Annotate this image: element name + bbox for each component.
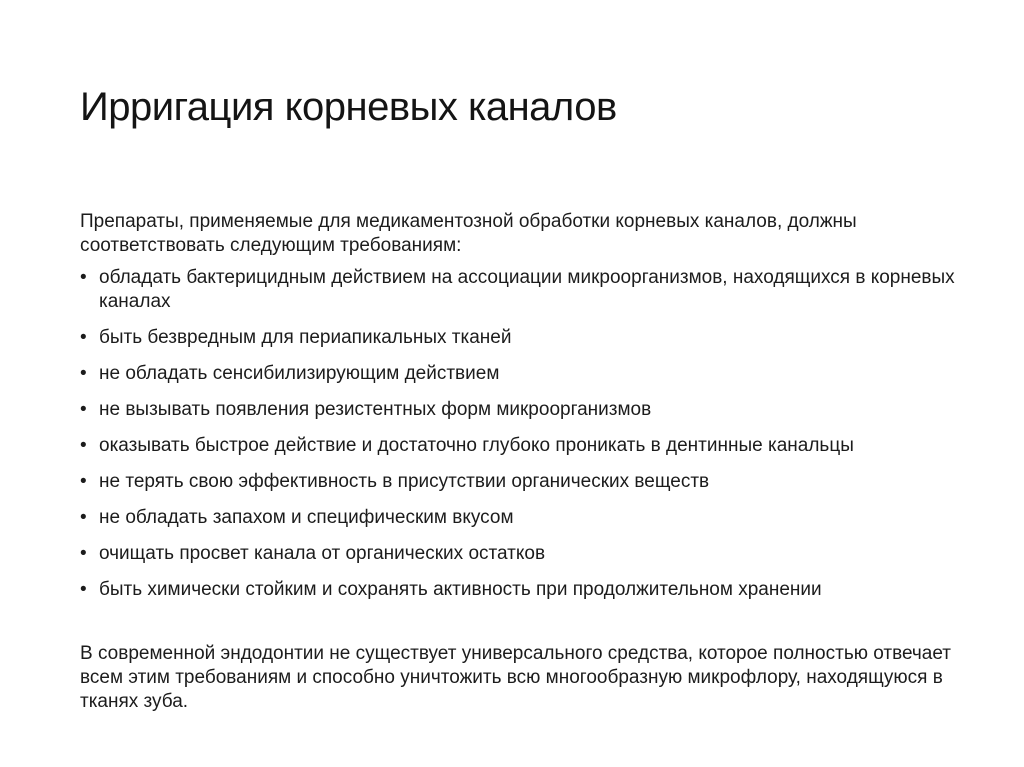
bullet-icon: • — [80, 267, 87, 288]
intro-paragraph: Препараты, применяемые для медикаментозной обработки корневых каналов, должны соответствовать следующим требованиям: — [80, 211, 857, 256]
requirements-list — [80, 266, 960, 602]
list-item-text: не обладать сенсибилизирующим действием — [99, 363, 500, 384]
list-item — [80, 578, 960, 602]
list-item-text: оказывать быстрое действие и достаточно глубоко проникать в дентинные канальцы — [99, 435, 854, 456]
list-item-text: не вызывать появления резистентных форм микроорганизмов — [99, 399, 652, 420]
list-item-text: быть безвредным для периапикальных тканей — [99, 327, 512, 348]
list-item-text: быть химически стойким и сохранять активность при продолжительном хранении — [99, 579, 822, 600]
list-item-text: не терять свою эффективность в присутствии органических веществ — [99, 471, 710, 492]
slide-title: Ирригация корневых каналов — [80, 85, 617, 129]
list-item — [80, 470, 960, 494]
list-item — [80, 542, 960, 566]
conclusion-paragraph: В современной эндодонтии не существует универсального средства, которое полностью отвечает всем этим требованиям и способно уничтожить всю многообразную микрофлору, находящуюся в тканях зуба. — [80, 643, 952, 712]
list-item — [80, 434, 960, 458]
bullet-icon: • — [80, 579, 87, 600]
bullet-icon: • — [80, 543, 87, 564]
list-item — [80, 506, 960, 530]
list-item-text: обладать бактерицидным действием на ассоциации микроорганизмов, находящихся в корневых каналах — [99, 267, 955, 312]
bullet-icon: • — [80, 363, 87, 384]
list-item-text: не обладать запахом и специфическим вкусом — [99, 507, 514, 528]
list-item-text: очищать просвет канала от органических остатков — [99, 543, 546, 564]
bullet-icon: • — [80, 435, 87, 456]
list-item — [80, 326, 960, 350]
list-item — [80, 266, 960, 314]
list-item — [80, 398, 960, 422]
bullet-icon: • — [80, 399, 87, 420]
slide-body — [80, 210, 960, 714]
list-item — [80, 362, 960, 386]
bullet-icon: • — [80, 507, 87, 528]
bullet-icon: • — [80, 471, 87, 492]
bullet-icon: • — [80, 327, 87, 348]
